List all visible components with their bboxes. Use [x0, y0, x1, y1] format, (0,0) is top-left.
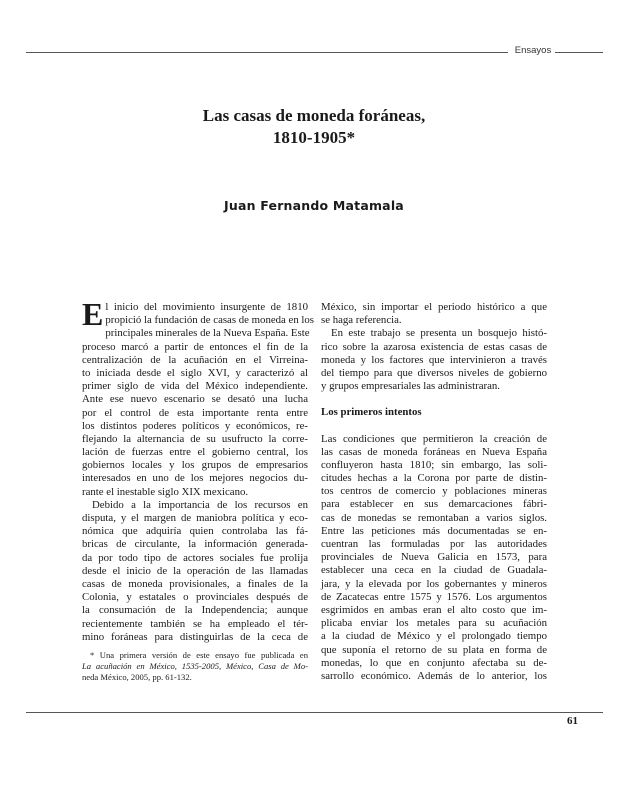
body-line: En este trabajo se presenta un bosquejo histó-	[331, 327, 547, 340]
body-line: da por todo tipo de actores sociales fue prolija	[82, 551, 308, 564]
body-line: se haga referencia.	[321, 314, 402, 327]
body-line: provinciales de Nueva Galicia en 1573, para	[321, 551, 547, 564]
body-line: que suponía el retorno de su plata en forma de	[321, 643, 547, 656]
body-line: sarrollo económico. Además de lo anterior, los	[321, 669, 547, 682]
body-line: cuentran las formuladas por las autoridades	[321, 538, 547, 550]
body-line: lación de fuerzas entre el gobierno central, los	[82, 446, 308, 459]
body-line: las casas de moneda foráneas en Nueva España	[321, 445, 547, 458]
body-line: del tiempo para que diversos niveles de gobierno	[321, 366, 547, 379]
body-line: disputa, y el margen de maniobra política y eco-	[82, 512, 308, 524]
body-line: monedas, lo que en conjunto afectaba su de-	[321, 656, 547, 669]
body-line: establecer una ceca en la ciudad de Guadala-	[321, 564, 547, 577]
section-label: Ensayos	[514, 45, 552, 56]
author-name: Juan Fernando Matamala	[224, 198, 404, 213]
body-line: jara, y la elevada por los gobernantes y mineros	[321, 577, 547, 590]
body-line: y grupos empresariales las administraran.	[321, 380, 500, 393]
page-number: 61	[567, 715, 578, 727]
body-line: moneda y los factores que intervinieron a través	[321, 353, 547, 366]
header-rule-left	[26, 52, 508, 53]
title-line: Las casas de moneda foráneas,	[202, 106, 426, 125]
body-line: para establecer en sus demarcaciones fábri-	[321, 498, 547, 511]
body-line: México, sin importar el periodo histórico a que	[321, 301, 547, 313]
body-line: plicaba enviar los metales para su acuñación	[321, 617, 547, 630]
body-line: recientemente también se ha empleado el tér-	[82, 617, 308, 630]
body-line: a la ciudad de México y el prolongado tiempo	[321, 630, 547, 643]
title-line: 1810-1905*	[272, 128, 356, 147]
footnote-line: La acuñación en México, 1535-2005, México, Casa de Mo-	[82, 661, 308, 671]
body-line: cas de monedas se remontaban a varios siglos.	[321, 511, 547, 524]
body-line: los distintos poderes políticos y económicos, re-	[82, 419, 308, 432]
body-line: citudes hechas a la Corona por parte de distin-	[321, 472, 547, 485]
body-line: primer siglo de vida del México independiente.	[82, 380, 308, 393]
body-line: la consumación de la Independencia; aunque	[82, 604, 308, 617]
body-line: centralización de la acuñación en el Virreina-	[82, 353, 308, 366]
body-line: rico sobre la azarosa existencia de estas casas de	[321, 340, 547, 353]
body-line: rante el inestable siglo XIX mexicano.	[82, 485, 249, 498]
body-line: to iniciada desde el siglo XVI, y caracterizó al	[82, 366, 308, 379]
body-line: Entre las peticiones más documentadas se en-	[321, 524, 547, 537]
body-line: principales minerales de la Nueva España. Este	[105, 327, 310, 340]
right-column	[321, 301, 547, 683]
footnote-line: * Una primera versión de este ensayo fue publicada en	[90, 650, 308, 660]
body-line: propició la fundación de casas de moneda en los	[105, 314, 315, 327]
body-line: Las condiciones que permitieron la creación de	[321, 432, 547, 445]
body-line: casas de moneda provisionales, a finales de la	[82, 577, 308, 590]
drop-cap: E	[82, 296, 104, 332]
body-line: Ante ese nuevo escenario se desató una lucha	[82, 393, 308, 406]
body-line: flejando la alternancia de su usufructo la corre-	[82, 432, 308, 445]
body-line: confluyeron hasta 1810; sin embargo, las soli-	[321, 458, 547, 471]
body-line: por el control de esta importante renta entre	[82, 406, 308, 419]
footnote-line: neda México, 2005, pp. 61-132.	[82, 672, 192, 682]
body-line: desde el inicio de la operación de las llamadas	[82, 564, 308, 577]
body-line: gobiernos locales y los grupos de empresarios	[82, 459, 308, 472]
body-line: nómica que adquiría quien controlaba las fá-	[82, 525, 308, 538]
body-line: proceso marcó a partir de entonces el fin de la	[82, 340, 308, 353]
footnote	[82, 650, 308, 683]
body-line: Debido a la importancia de los recursos en	[92, 498, 308, 511]
left-column	[82, 296, 315, 644]
body-line: Colonia, y estatales o provinciales después de	[82, 591, 308, 604]
body-line: mino foráneas para distinguirlas de la ceca de	[82, 630, 308, 643]
body-line: interesados en uno de los mejores negocios du-	[82, 472, 308, 485]
body-line: l inicio del movimiento insurgente de 1810	[105, 301, 308, 313]
body-line: bricas de circulante, la información generada-	[82, 538, 308, 551]
body-line: esgrimidos en ambas eran el alto costo que im-	[321, 603, 547, 616]
footer-rule	[26, 712, 603, 713]
body-line: de Zacatecas entre 1575 y 1576. Los argumentos	[321, 590, 547, 603]
article-title	[60, 105, 568, 149]
body-line: tos centros de comercio y poblaciones mineras	[321, 485, 547, 498]
header-rule-right	[555, 52, 603, 53]
section-heading: Los primeros intentos	[321, 406, 422, 419]
